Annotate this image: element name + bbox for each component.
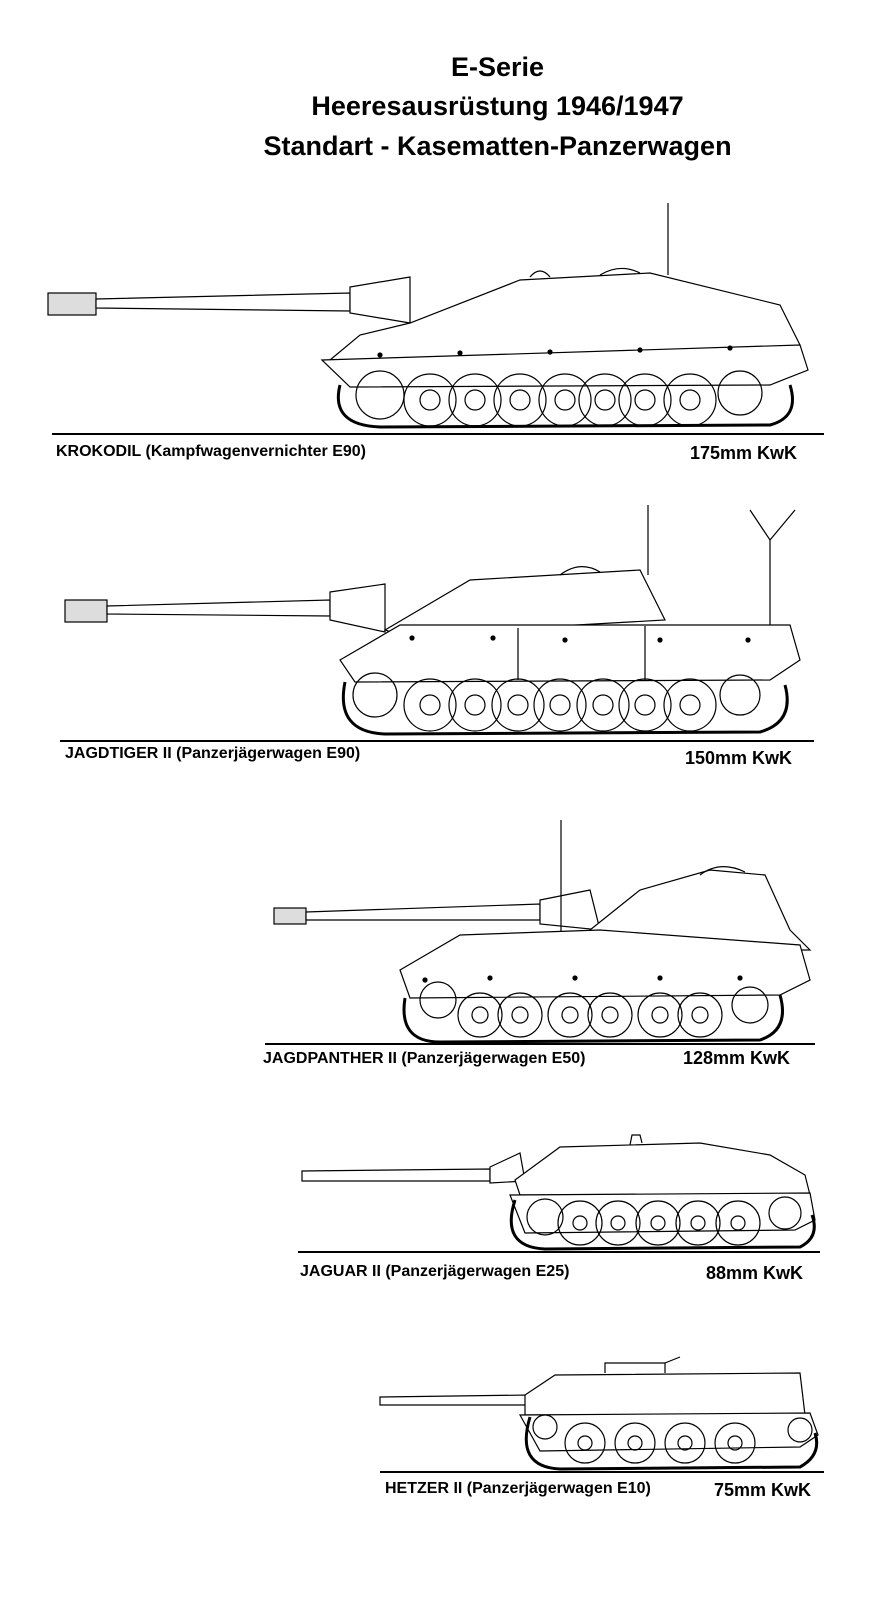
jagdpanther-baseline bbox=[265, 1043, 815, 1045]
jaguar-drawing bbox=[0, 1125, 875, 1255]
jagdpanther-name: JAGDPANTHER II (Panzerjägerwagen E50) bbox=[263, 1050, 586, 1067]
jagdpanther-gun: 128mm KwK bbox=[683, 1048, 791, 1068]
jagdtiger-baseline bbox=[60, 740, 814, 742]
jaguar-baseline bbox=[298, 1251, 820, 1253]
jagdpanther-drawing bbox=[0, 820, 875, 1045]
hetzer-name: HETZER II (Panzerjägerwagen E10) bbox=[385, 1480, 651, 1497]
jaguar-gun: 88mm KwK bbox=[706, 1263, 804, 1283]
jaguar-name: JAGUAR II (Panzerjägerwagen E25) bbox=[300, 1263, 570, 1280]
jagdtiger-name: JAGDTIGER II (Panzerjägerwagen E90) bbox=[65, 745, 361, 762]
hetzer-drawing bbox=[0, 1355, 875, 1475]
krokodil-name: KROKODIL (Kampfwagenvernichter E90) bbox=[56, 443, 366, 460]
title-line-1: E-Serie bbox=[450, 52, 545, 82]
title-line-3: Standart - Kasematten-Panzerwagen bbox=[263, 131, 732, 161]
krokodil-gun: 175mm KwK bbox=[690, 443, 798, 463]
jagdtiger-gun: 150mm KwK bbox=[685, 748, 793, 768]
krokodil-drawing bbox=[0, 195, 875, 435]
krokodil-baseline bbox=[52, 433, 824, 435]
jagdtiger-drawing bbox=[0, 500, 875, 745]
title-line-2: Heeresausrüstung 1946/1947 bbox=[311, 91, 684, 121]
hetzer-gun: 75mm KwK bbox=[714, 1480, 812, 1500]
hetzer-baseline bbox=[380, 1471, 824, 1473]
